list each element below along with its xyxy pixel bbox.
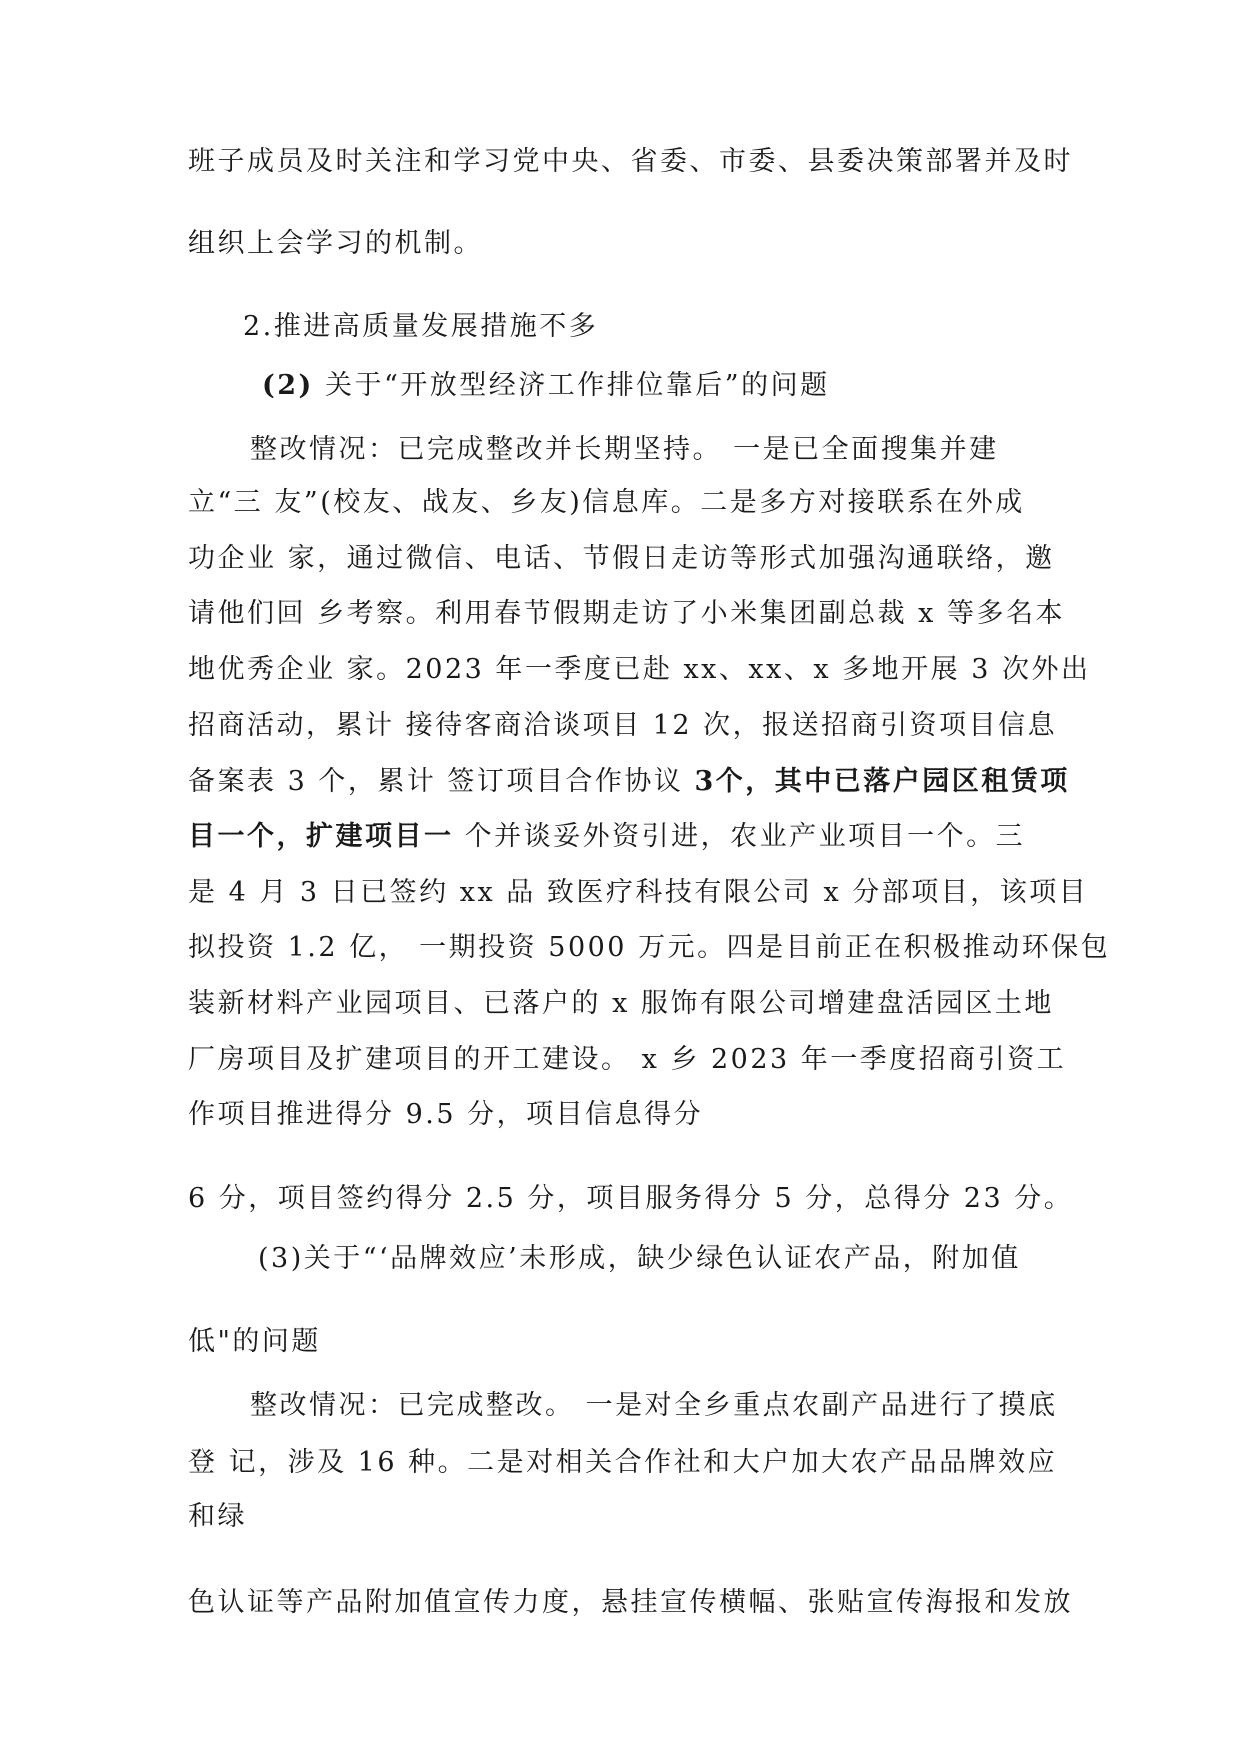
paragraph-line: 功企业 家，通过微信、电话、节假日走访等形式加强沟通联络，邀 [188, 543, 1055, 574]
paragraph-line: 厂房项目及扩建项目的开工建设。 x 乡 2023 年一季度招商引资工 [188, 1044, 1067, 1075]
highlighted-text: 3个，其中已落户园区租赁项 [694, 766, 1070, 797]
paragraph-line: 请他们回 乡考察。利用春节假期走访了小米集团副总裁 x 等多名本 [188, 598, 1065, 629]
paragraph-line: 整改情况：已完成整改并长期坚持。 一是已全面搜集并建 [250, 434, 999, 465]
paragraph-line: 立“三 友”(校友、战友、乡友)信息库。二是多方对接联系在外成 [188, 487, 1025, 518]
line-text: 备案表 3 个，累计 签订项目合作协议 [188, 766, 695, 797]
paragraph-line: 地优秀企业 家。2023 年一季度已赴 xx、xx、x 多地开展 3 次外出 [188, 654, 1091, 685]
paragraph-line [188, 765, 1070, 799]
paragraph-line: 色认证等产品附加值宣传力度，悬挂宣传横幅、张贴宣传海报和发放 [188, 1587, 1073, 1618]
paragraph-line: 是 4 月 3 日已签约 xx 品 致医疗科技有限公司 x 分部项目，该项目 [188, 877, 1089, 908]
section-heading: 2.推进高质量发展措施不多 [243, 311, 599, 342]
highlighted-text: 目一个，扩建项目一 [188, 821, 454, 852]
paragraph-line: 招商活动，累计 接待客商洽谈项目 12 次，报送招商引资项目信息 [188, 710, 1058, 741]
paragraph-line: 整改情况：已完成整改。 一是对全乡重点农副产品进行了摸底 [250, 1390, 1058, 1421]
paragraph-line: 班子成员及时关注和学习党中央、省委、市委、县委决策部署并及时 [188, 146, 1073, 177]
subsection-heading: (3)关于“‘品牌效应’未形成，缺少绿色认证农产品，附加值 [258, 1243, 1021, 1274]
line-text: 个并谈妥外资引进，农业产业项目一个。三 [453, 821, 1026, 852]
paragraph-line: 低"的问题 [188, 1326, 321, 1357]
paragraph-line: 组织上会学习的机制。 [188, 228, 483, 259]
paragraph-line: 拟投资 1.2 亿， 一期投资 5000 万元。四是目前正在积极推动环保包 [188, 932, 1111, 963]
paragraph-line: 6 分，项目签约得分 2.5 分，项目服务得分 5 分，总得分 23 分。 [188, 1183, 1074, 1214]
subsection-number: (2) [262, 370, 314, 401]
paragraph-line: 装新材料产业园项目、已落户的 x 服饰有限公司增建盘活园区土地 [188, 988, 1054, 1019]
paragraph-line [188, 820, 1025, 854]
paragraph-line: 作项目推进得分 9.5 分，项目信息得分 [188, 1099, 704, 1130]
paragraph-line: 和绿 [188, 1501, 247, 1532]
paragraph-line: 登 记，涉及 16 种。二是对相关合作社和大户加大农产品品牌效应 [188, 1447, 1058, 1478]
subsection-heading: 关于“开放型经济工作排位靠后”的问题 [325, 370, 830, 401]
